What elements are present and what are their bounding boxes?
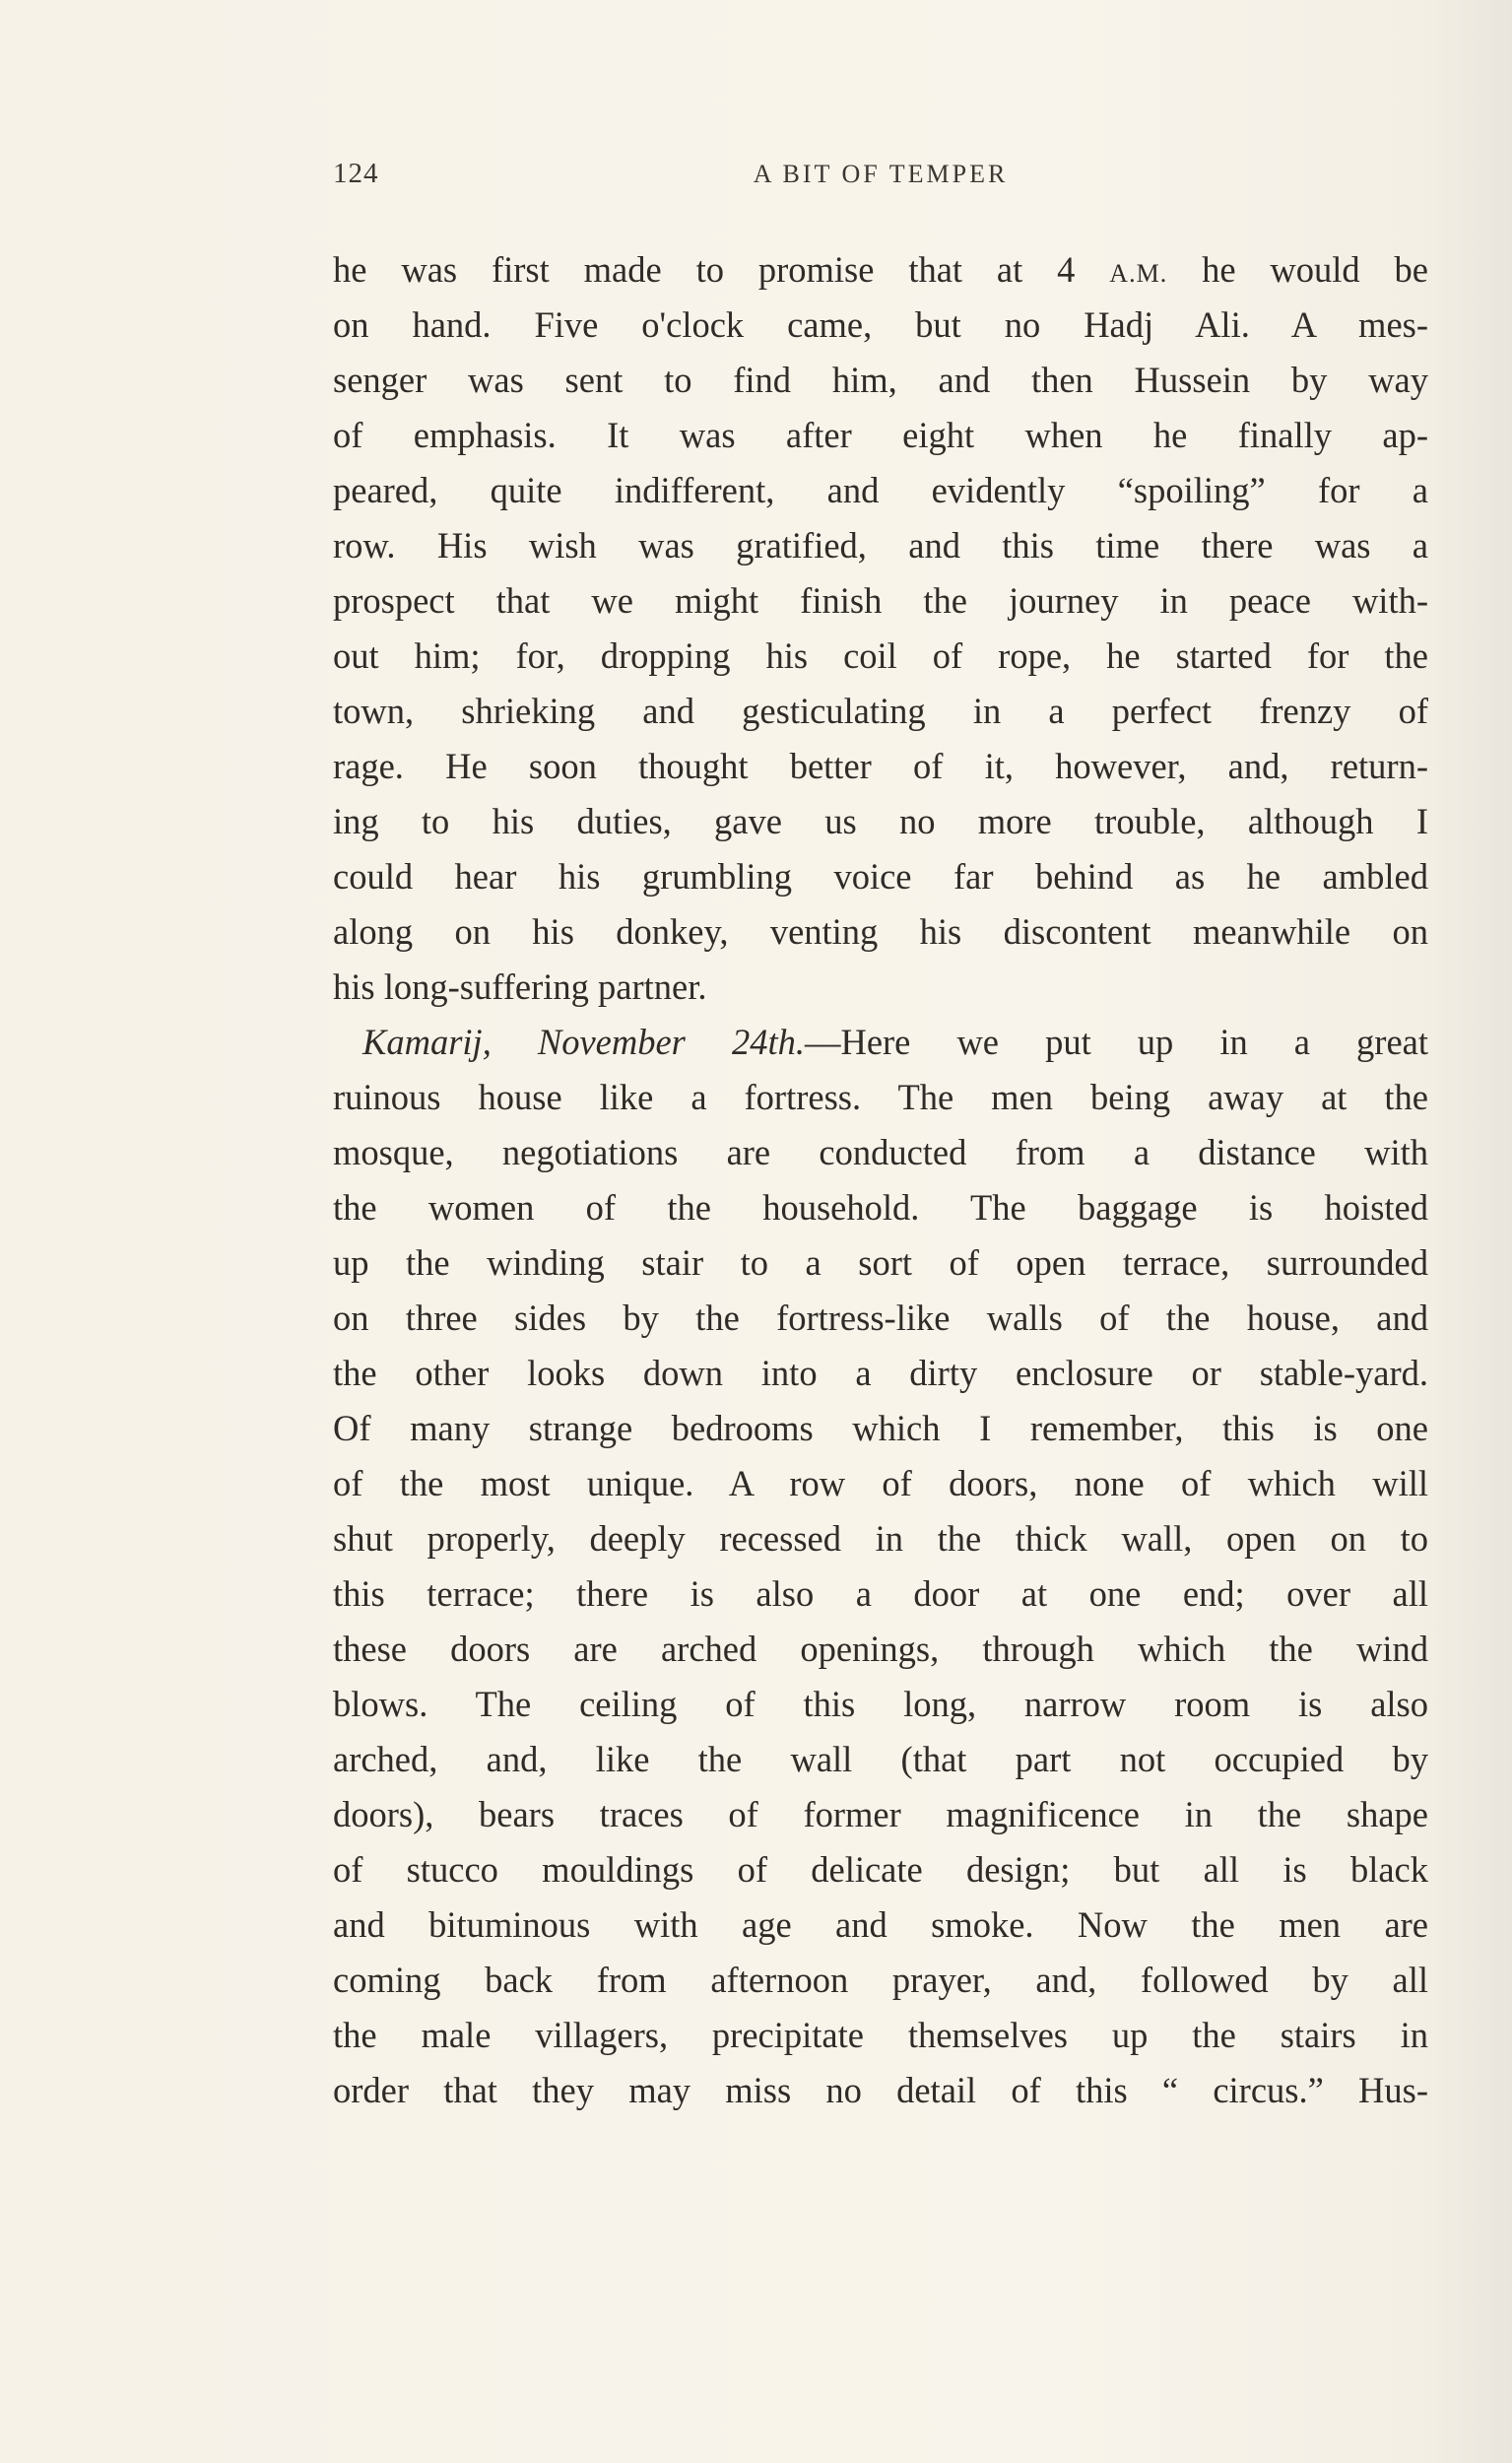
text-line: rage. He soon thought better of it, however, and, return- <box>333 746 1428 786</box>
text-line: Of many strange bedrooms which I remember, this is one <box>333 1408 1428 1448</box>
text-line: this terrace; there is also a door at one end; over all <box>333 1573 1428 1614</box>
text-line: shut properly, deeply recessed in the thick wall, open on to <box>333 1518 1428 1559</box>
text-line: he was first made to promise that at 4 A.M. he would be <box>333 249 1428 290</box>
text-line: peared, quite indifferent, and evidently “spoiling” for a <box>333 470 1428 510</box>
page-number: 124 <box>333 158 379 189</box>
diary-entry-line: Kamarij, November 24th.—Here we put up in a great <box>362 1022 1428 1062</box>
text-line: ing to his duties, gave us no more trouble, although I <box>333 801 1428 841</box>
text-line: town, shrieking and gesticulating in a perfect frenzy of <box>333 691 1428 731</box>
running-head <box>333 158 1428 197</box>
text-line: prospect that we might finish the journey in peace with- <box>333 580 1428 621</box>
text-line: the other looks down into a dirty enclosure or stable-yard. <box>333 1353 1428 1393</box>
diary-date: Kamarij, November 24th. <box>362 1022 805 1062</box>
text-line: of emphasis. It was after eight when he finally ap- <box>333 415 1428 455</box>
running-title: A BIT OF TEMPER <box>753 160 1009 188</box>
text-line: row. His wish was gratified, and this time there was a <box>333 525 1428 566</box>
text-line: coming back from afternoon prayer, and, followed by all <box>333 1960 1428 2000</box>
text-line: ruinous house like a fortress. The men being away at the <box>333 1077 1428 1117</box>
text-line: and bituminous with age and smoke. Now the men are <box>333 1904 1428 1945</box>
text-line: of the most unique. A row of doors, none of which will <box>333 1463 1428 1503</box>
text-line: the male villagers, precipitate themselves up the stairs in <box>333 2015 1428 2055</box>
text-line: mosque, negotiations are conducted from a distance with <box>333 1132 1428 1172</box>
text-line: senger was sent to find him, and then Hussein by way <box>333 360 1428 400</box>
text-line: the women of the household. The baggage is hoisted <box>333 1187 1428 1228</box>
text-line: doors), bears traces of former magnificence in the shape <box>333 1794 1428 1834</box>
text-line: these doors are arched openings, through which the wind <box>333 1629 1428 1669</box>
text-line: on hand. Five o'clock came, but no Hadj Ali. A mes- <box>333 304 1428 345</box>
text-line: up the winding stair to a sort of open terrace, surrounded <box>333 1242 1428 1283</box>
text-line: of stucco mouldings of delicate design; but all is black <box>333 1849 1428 1890</box>
text-line: along on his donkey, venting his discontent meanwhile on <box>333 911 1428 952</box>
text-line: arched, and, like the wall (that part not occupied by <box>333 1739 1428 1779</box>
text-line: his long-suffering partner. <box>333 966 707 1007</box>
text-line: could hear his grumbling voice far behind as he ambled <box>333 856 1428 897</box>
text-line: order that they may miss no detail of this “ circus.” Hus- <box>333 2070 1428 2110</box>
text-line: blows. The ceiling of this long, narrow room is also <box>333 1684 1428 1724</box>
text-line: out him; for, dropping his coil of rope, he started for the <box>333 635 1428 676</box>
text-line: on three sides by the fortress-like walls of the house, and <box>333 1298 1428 1338</box>
body-text <box>333 242 1428 2118</box>
